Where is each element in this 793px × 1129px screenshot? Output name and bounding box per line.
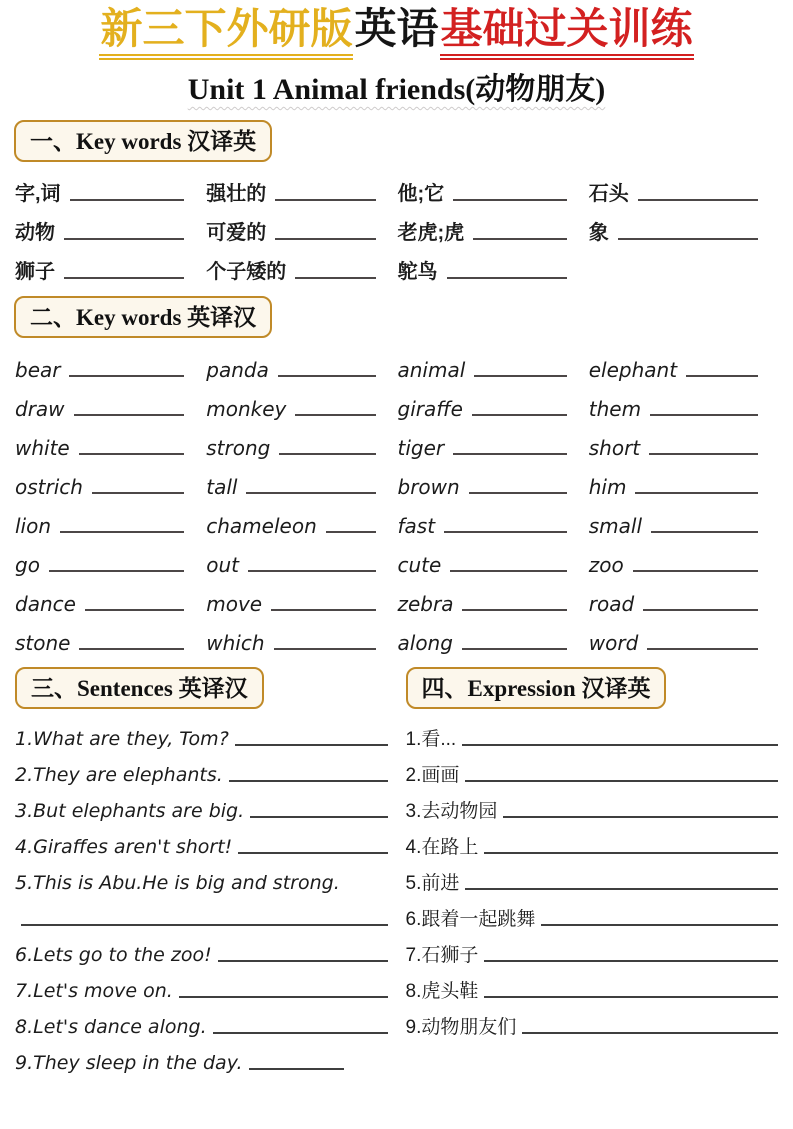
keyword-cell [206,421,397,460]
keyword-cell [398,616,589,655]
answer-blank [465,780,778,782]
keyword-label: 老虎;虎 [397,222,465,245]
expression-row [406,896,781,932]
keyword-label: dance [15,592,76,617]
sentence-text: 8.Let's dance along. [15,1016,207,1039]
keyword-cell [206,245,397,284]
keyword-cell [15,167,206,206]
page-title [0,8,793,60]
keyword-label: zebra [397,592,454,617]
keyword-cell [206,460,397,499]
keyword-cell [206,538,397,577]
answer-blank [453,453,567,455]
keyword-label: move [206,592,263,617]
keyword-cell [398,382,589,421]
answer-blank [473,238,567,240]
keyword-label: bear [15,358,61,383]
keyword-label: chameleon [206,514,317,539]
answer-blank [450,570,566,572]
answer-blank [541,924,778,926]
keyword-cell [398,421,589,460]
keyword-label: tiger [397,436,445,461]
sentence-text: 3.But elephants are big. [15,800,245,823]
keyword-cell [15,577,206,616]
title-part-black: 英语 [354,7,439,53]
keyword-label: brown [397,475,460,500]
expression-text: 3.去动物园 [405,801,498,823]
keyword-label: fast [397,514,436,539]
keyword-label: them [588,397,642,422]
bottom-two-columns [15,667,780,1076]
keyword-cell [589,421,780,460]
answer-blank [469,492,567,494]
keyword-label: zoo [588,553,624,578]
answer-blank [69,375,184,377]
answer-blank [295,414,375,416]
sentence-text: 1.What are they, Tom? [15,728,229,751]
answer-blank [249,1068,344,1070]
title-part-gold: 新三下外研版 [99,8,353,60]
answer-blank [213,1032,388,1034]
expression-row [406,752,781,788]
keyword-cell [398,167,589,206]
keyword-cell [15,206,206,245]
keyword-label: along [397,631,453,656]
answer-blank [64,277,184,279]
keyword-label: 石头 [588,183,629,206]
keyword-cell [15,421,206,460]
answer-blank [60,531,184,533]
expression-text: 8.虎头鞋 [405,981,479,1003]
answer-blank [74,414,185,416]
sentence-row [15,752,390,788]
keyword-label: white [15,436,70,461]
keyword-cell [15,499,206,538]
answer-blank [447,277,567,279]
expression-text: 2.画画 [405,765,460,787]
answer-blank [638,199,758,201]
sentence-row [15,968,390,1004]
keyword-label: 可爱的 [206,222,267,245]
expression-column [406,667,781,1076]
section-2-header: 二、Key words 英译汉 [14,296,272,338]
keyword-label: word [588,631,639,656]
keyword-label: 动物 [15,222,55,245]
expression-text: 7.石狮子 [405,945,479,967]
section-4-header: 四、Expression 汉译英 [406,667,667,709]
keyword-cell [589,499,780,538]
keyword-cell [398,206,589,245]
keyword-cell [15,245,206,284]
keywords-cn-grid [15,167,780,284]
keyword-label: lion [15,514,52,539]
keyword-label: elephant [588,358,678,383]
answer-blank [465,888,778,890]
answer-blank [79,648,184,650]
answer-blank [462,744,778,746]
answer-blank [444,531,567,533]
answer-blank [618,238,758,240]
expression-text: 1.看... [405,729,457,751]
answer-blank [275,199,375,201]
sentences-column [15,667,390,1076]
answer-blank [472,414,567,416]
keyword-label: out [206,553,240,578]
keyword-label: 鸵鸟 [397,261,438,284]
keyword-cell [589,577,780,616]
expression-row [406,860,781,896]
keyword-label: tall [206,475,238,500]
keyword-cell [206,343,397,382]
answer-blank [326,531,376,533]
keyword-cell [589,167,780,206]
sentence-text: 4.Giraffes aren't short! [15,836,233,859]
answer-blank [650,414,758,416]
keyword-label: 他;它 [397,183,445,206]
sentences-list [15,716,390,1076]
expression-list [406,716,781,1040]
sentence-row [15,716,390,752]
sentence-row [15,788,390,824]
answer-blank [295,277,375,279]
keyword-label: 强壮的 [206,183,267,206]
answer-blank [218,960,388,962]
answer-blank [651,531,758,533]
keyword-cell [589,538,780,577]
sentence-row [15,824,390,860]
answer-blank [643,609,758,611]
answer-blank [484,960,778,962]
expression-row [406,968,781,1004]
keyword-label: which [206,631,265,656]
sentence-text: 5.This is Abu.He is big and strong. [15,872,340,895]
keyword-cell [398,343,589,382]
keyword-label: stone [15,631,71,656]
keyword-label: strong [206,436,271,461]
keyword-label: animal [397,358,466,383]
answer-blank [229,780,388,782]
title-part-red: 基础过关训练 [440,8,694,60]
keyword-label: him [588,475,627,500]
unit-subtitle: Unit 1 Animal friends(动物朋友) [187,73,606,107]
expression-row [406,824,781,860]
keyword-cell [398,460,589,499]
expression-text: 5.前进 [405,873,460,895]
answer-blank [49,570,184,572]
answer-blank [271,609,375,611]
keyword-label: 狮子 [15,261,55,284]
keyword-cell [398,538,589,577]
expression-text: 6.跟着一起跳舞 [405,909,536,931]
sentence-text: 9.They sleep in the day. [15,1052,243,1075]
keyword-cell [206,616,397,655]
keyword-label: giraffe [397,397,463,422]
keyword-label: 字,词 [15,183,61,206]
keyword-cell [398,577,589,616]
sentence-row [15,932,390,968]
keyword-cell [15,616,206,655]
keyword-label: short [588,436,641,461]
answer-blank [279,453,375,455]
keyword-cell [398,245,589,284]
keyword-label: 象 [588,222,609,245]
answer-blank [474,375,566,377]
section-1-header: 一、Key words 汉译英 [14,120,272,162]
keyword-label: draw [15,397,65,422]
keyword-label: cute [397,553,442,578]
answer-blank [274,648,376,650]
answer-blank [235,744,388,746]
expression-text: 4.在路上 [405,837,479,859]
keyword-cell [398,499,589,538]
keyword-cell [206,382,397,421]
sentence-row [15,1040,390,1076]
answer-blank [462,648,567,650]
keyword-label: small [588,514,643,539]
answer-blank [484,852,778,854]
sentence-text: 7.Let's move on. [15,980,173,1003]
answer-blank [246,492,375,494]
answer-blank [250,816,387,818]
keyword-cell [589,460,780,499]
expression-text: 9.动物朋友们 [405,1017,517,1039]
keyword-label: road [588,592,635,617]
keyword-label: go [15,553,40,578]
keyword-cell [206,577,397,616]
answer-blank [179,996,388,998]
keyword-cell [589,382,780,421]
keyword-label: 个子矮的 [206,261,287,284]
keyword-label: ostrich [15,475,83,500]
answer-blank [503,816,778,818]
keyword-cell [15,538,206,577]
keyword-cell [589,616,780,655]
expression-row [406,716,781,752]
keyword-cell [206,206,397,245]
sentence-text: 6.Lets go to the zoo! [15,944,212,967]
sentence-row [15,860,390,896]
answer-blank [70,199,185,201]
answer-blank [275,238,375,240]
answer-blank [647,648,758,650]
sentence-row [15,1004,390,1040]
answer-blank [278,375,376,377]
answer-blank [633,570,758,572]
keyword-cell [15,343,206,382]
expression-row [406,932,781,968]
answer-blank [248,570,375,572]
answer-blank [21,924,388,926]
keyword-cell [15,382,206,421]
answer-blank [686,375,758,377]
keyword-cell [206,167,397,206]
answer-blank [462,609,566,611]
answer-blank [85,609,184,611]
answer-blank [453,199,567,201]
keyword-cell [15,460,206,499]
expression-row [406,788,781,824]
answer-blank [238,852,387,854]
keyword-cell [589,343,780,382]
expression-row [406,1004,781,1040]
keyword-cell [589,206,780,245]
keyword-label: panda [206,358,269,383]
answer-blank [635,492,758,494]
answer-blank [64,238,184,240]
answer-blank [484,996,778,998]
sentence-text: 2.They are elephants. [15,764,223,787]
sentence-row [15,896,390,932]
keyword-cell [206,499,397,538]
answer-blank [649,453,758,455]
answer-blank [92,492,184,494]
keyword-label: monkey [206,397,287,422]
keywords-en-grid [15,343,780,655]
answer-blank [522,1032,778,1034]
answer-blank [79,453,185,455]
section-3-header: 三、Sentences 英译汉 [15,667,264,709]
